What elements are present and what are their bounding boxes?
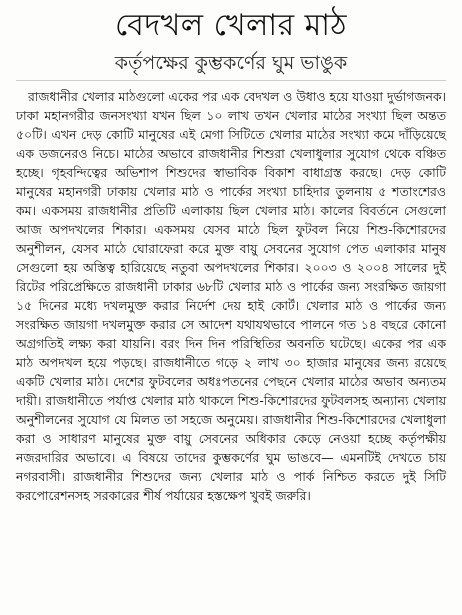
article-subheadline: কর্তৃপক্ষের কুম্ভকর্ণের ঘুম ভাঙুক [16,48,446,81]
article-headline: বেদখল খেলার মাঠ [114,8,348,43]
article-body: রাজধানীর খেলার মাঠগুলো একের পর এক বেদখল ও উধাও হয়ে যাওয়া দুর্ভাগজনক। ঢাকা মহানগরীর জনসংখ্যা যখন ছিল ১০ লাখ তখন খেলার মাঠের সংখ্যা ছিল অন্তত ৫০টি। এখন দেড় কোটি মানুষের এই মেগা সিটিতে খেলার মাঠের সংখ্যা কমে দাঁড়িয়েছে এক ডজনেরও নিচে। মাঠের অভাবে রাজধানীর শিশুরা খেলাধুলার সুযোগ থেকে বঞ্চিত হচ্ছে। গৃহবন্দিত্বের অভিশাপ শিশুদের স্বাভাবিক বিকাশ বাধাগ্রস্ত করছে। দেড় কোটি মানুষের মহানগরী ঢাকায় খেলার মাঠ ও পার্কের সংখ্যা চাহিদার তুলনায় ৫ শতাংশেরও কম। একসময় রাজধানীর প্রতিটি এলাকায় ছিল খেলার মাঠ। কালের বিবর্তনে সেগুলো আজ অপদখলের শিকার। একসময় যেসব মাঠে ছিল ফুটবল নিয়ে শিশু-কিশোরদের অনুশীলন, যেসব মাঠে ঘোরাফেরা করে মুক্ত বায়ু সেবনের সুযোগ পেত এলাকার মানুষ সেগুলো হয় অস্তিত্ব হারিয়েছে নতুবা অপদখলের শিকার। ২০০৩ ও ২০০৪ সালের দুই রিটের পরিপ্রেক্ষিতে রাজধানী ঢাকার ৬৮টি খেলার মাঠ ও পার্কের জন্য সংরক্ষিত জায়গা ১৫ দিনের মধ্যে দখলমুক্ত করার নির্দেশ দেয় হাই কোর্ট। খেলার মাঠ ও পার্কের জন্য সংরক্ষিত জায়গা দখলমুক্ত করার সে আদেশ যথাযথভাবে পালনে গত ১৪ বছরে কোনো অগ্রগতিই লক্ষ্য করা যায়নি। বরং দিন দিন পরিস্থিতির অবনতি ঘটেছে। একের পর এক মাঠ অপদখল হয়ে পড়ছে। রাজধানীতে গড়ে ২ লাখ ৩০ হাজার মানুষের জন্য রয়েছে একটি খেলার মাঠ। দেশের ফুটবলের অধঃপতনের পেছনে খেলার মাঠের অভাব অন্যতম দায়ী। রাজধানীতে পর্যাপ্ত খেলার মাঠ থাকলে শিশু-কিশোরদের ফুটবলসহ অন্যান্য খেলায় অনুশীলনের সুযোগ যে মিলত তা সহজে অনুমেয়। রাজধানীর শিশু-কিশোরদের খেলাধুলা করা ও সাধারণ মানুষের মুক্ত বায়ু সেবনের অধিকার কেড়ে নেওয়া হচ্ছে কর্তৃপক্ষীয় নজরদারির অভাবে। এ বিষয়ে তাদের কুম্ভকর্ণের ঘুম ভাঙবে— এমনটিই দেখতে চায় নগরবাসী। রাজধানীর শিশুদের জন্য খেলার মাঠ ও পার্ক নিশ্চিত করতে দুই সিটি করপোরেশনসহ সরকারের শীর্ষ পর্যায়ের হস্তক্ষেপ খুবই জরুরি। [16,89,446,503]
